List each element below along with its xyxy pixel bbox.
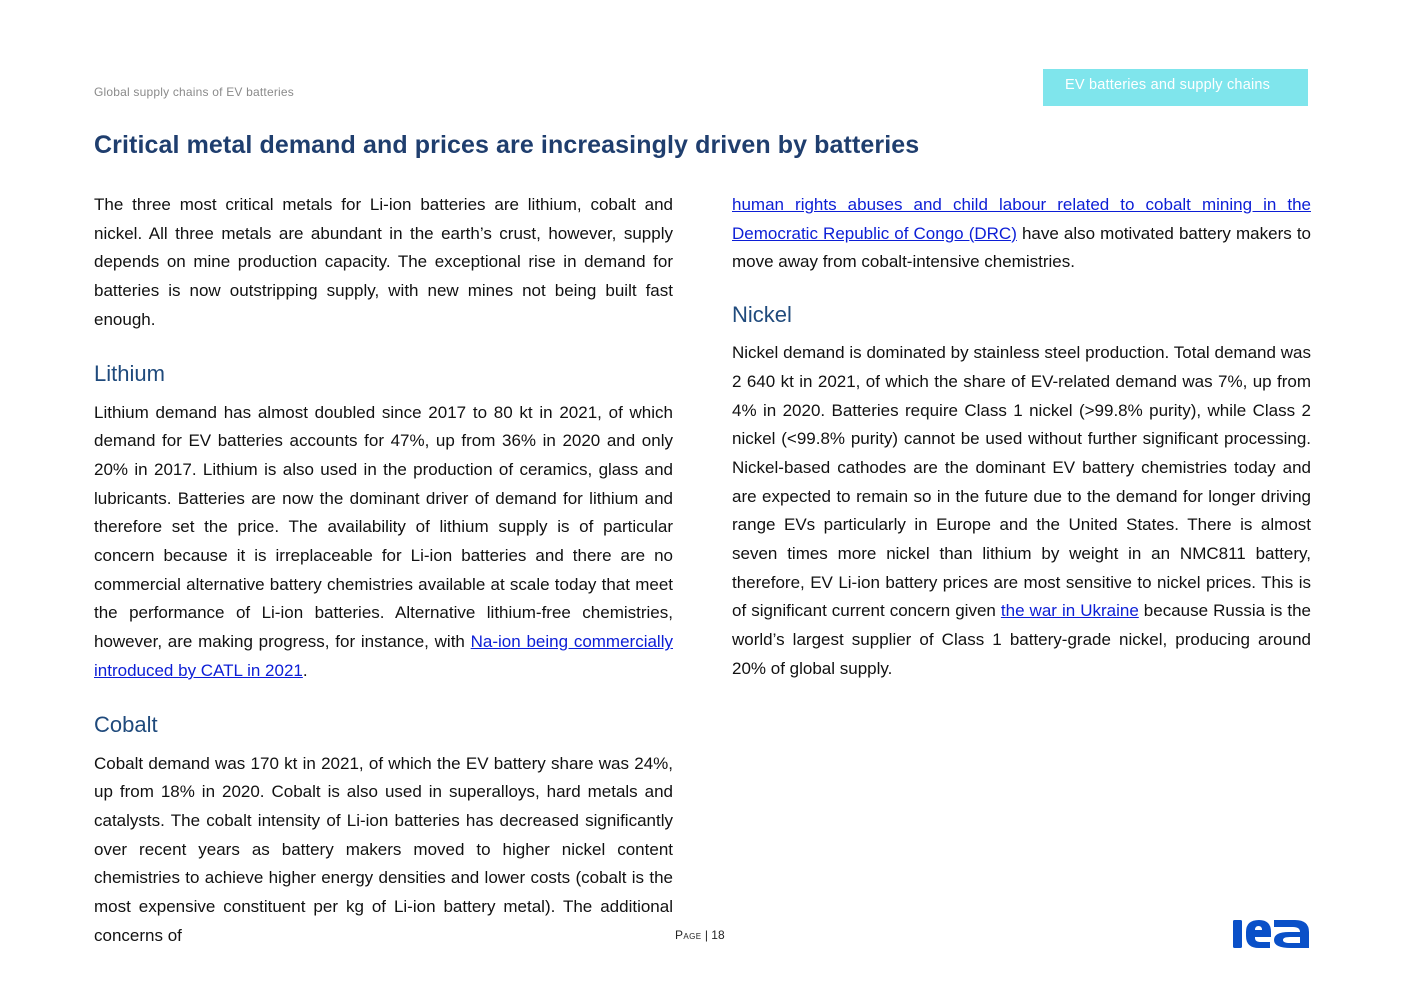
cobalt-body: Cobalt demand was 170 kt in 2021, of which the EV battery share was 24%, up from 18% in 2020. Cobalt is also used in superalloys, hard metals and catalysts. The cobalt intensity of Li-ion batteries has decreased significantly over recent years as battery makers moved to higher nickel content chemistries to achieve higher energy densities and lower costs (cobalt is the most expensive constituent per kg of Li-ion battery metal). The additional concerns of [94, 753, 673, 945]
page-title: Critical metal demand and prices are increasingly driven by batteries [94, 131, 920, 159]
cobalt-paragraph [94, 750, 673, 951]
nickel-body: Nickel demand is dominated by stainless steel production. Total demand was 2 640 kt in 2021, of which the share of EV-related demand was 7%, up from 4% in 2020. Batteries require Class 1 nickel (>99.8% purity), while Class 2 nickel (<99.8% purity) cannot be used without further significant processing. Nickel-based cathodes are the dominant EV battery chemistries today and are expected to remain so in the future due to the demand for longer driving range EVs particularly in Europe and the United States. There is almost seven times more nickel than lithium by weight in an NMC811 battery, therefore, EV Li-ion battery prices are most sensitive to nickel prices. This is of significant current concern given [732, 343, 1311, 621]
cobalt-continued [732, 191, 1311, 277]
page-number-value: 18 [711, 928, 725, 942]
drc-link[interactable]: human rights abuses and child labour related to cobalt mining in the Democratic Republic of Congo (DRC) [732, 195, 1311, 243]
lithium-tail: . [302, 660, 308, 680]
lithium-body: Lithium demand has almost doubled since 2017 to 80 kt in 2021, of which demand for EV batteries accounts for 47%, up from 36% in 2020 and only 20% in 2017. Lithium is also used in the production of ceramics, glass and lubricants. Batteries are now the dominant driver of demand for lithium and therefore set the price. The availability of lithium supply is of particular concern because it is irreplaceable for Li-ion batteries and there are no commercial alternative battery chemistries available at scale today that meet the performance of Li-ion batteries. Alternative lithium-free chemistries, however, are making progress, for instance, with [94, 402, 673, 652]
intro-paragraph: The three most critical metals for Li-ion batteries are lithium, cobalt and nickel. All three metals are abundant in the earth’s crust, however, supply depends on mine production capacity. The exceptional rise in demand for batteries is now outstripping supply, with new mines not being built fast enough. [94, 195, 673, 329]
nickel-tail: because Russia is the world’s largest supplier of Class 1 battery-grade nickel, producing around 20% of global supply. [732, 601, 1311, 678]
na-ion-link[interactable]: Na-ion being commercially introduced by CATL in 2021 [94, 632, 673, 680]
right-column [732, 191, 1311, 684]
page-label: Page [675, 928, 702, 942]
section-tab-label: EV batteries and supply chains [1065, 77, 1271, 93]
page-separator: | [701, 928, 712, 942]
cobalt-heading: Cobalt [94, 711, 158, 737]
running-header: Global supply chains of EV batteries [94, 85, 294, 99]
lithium-paragraph [94, 399, 673, 686]
iea-logo [1233, 916, 1309, 950]
nickel-paragraph [732, 339, 1311, 683]
ukraine-link[interactable]: the war in Ukraine [1000, 601, 1139, 621]
left-column [94, 191, 673, 950]
cobalt-tail: have also motivated battery makers to move away from cobalt-intensive chemistries. [732, 223, 1311, 272]
iea-logo-icon [1233, 916, 1309, 950]
nickel-heading: Nickel [732, 302, 792, 328]
section-tab [1043, 69, 1308, 106]
lithium-heading: Lithium [94, 360, 165, 386]
page-number [675, 928, 725, 942]
